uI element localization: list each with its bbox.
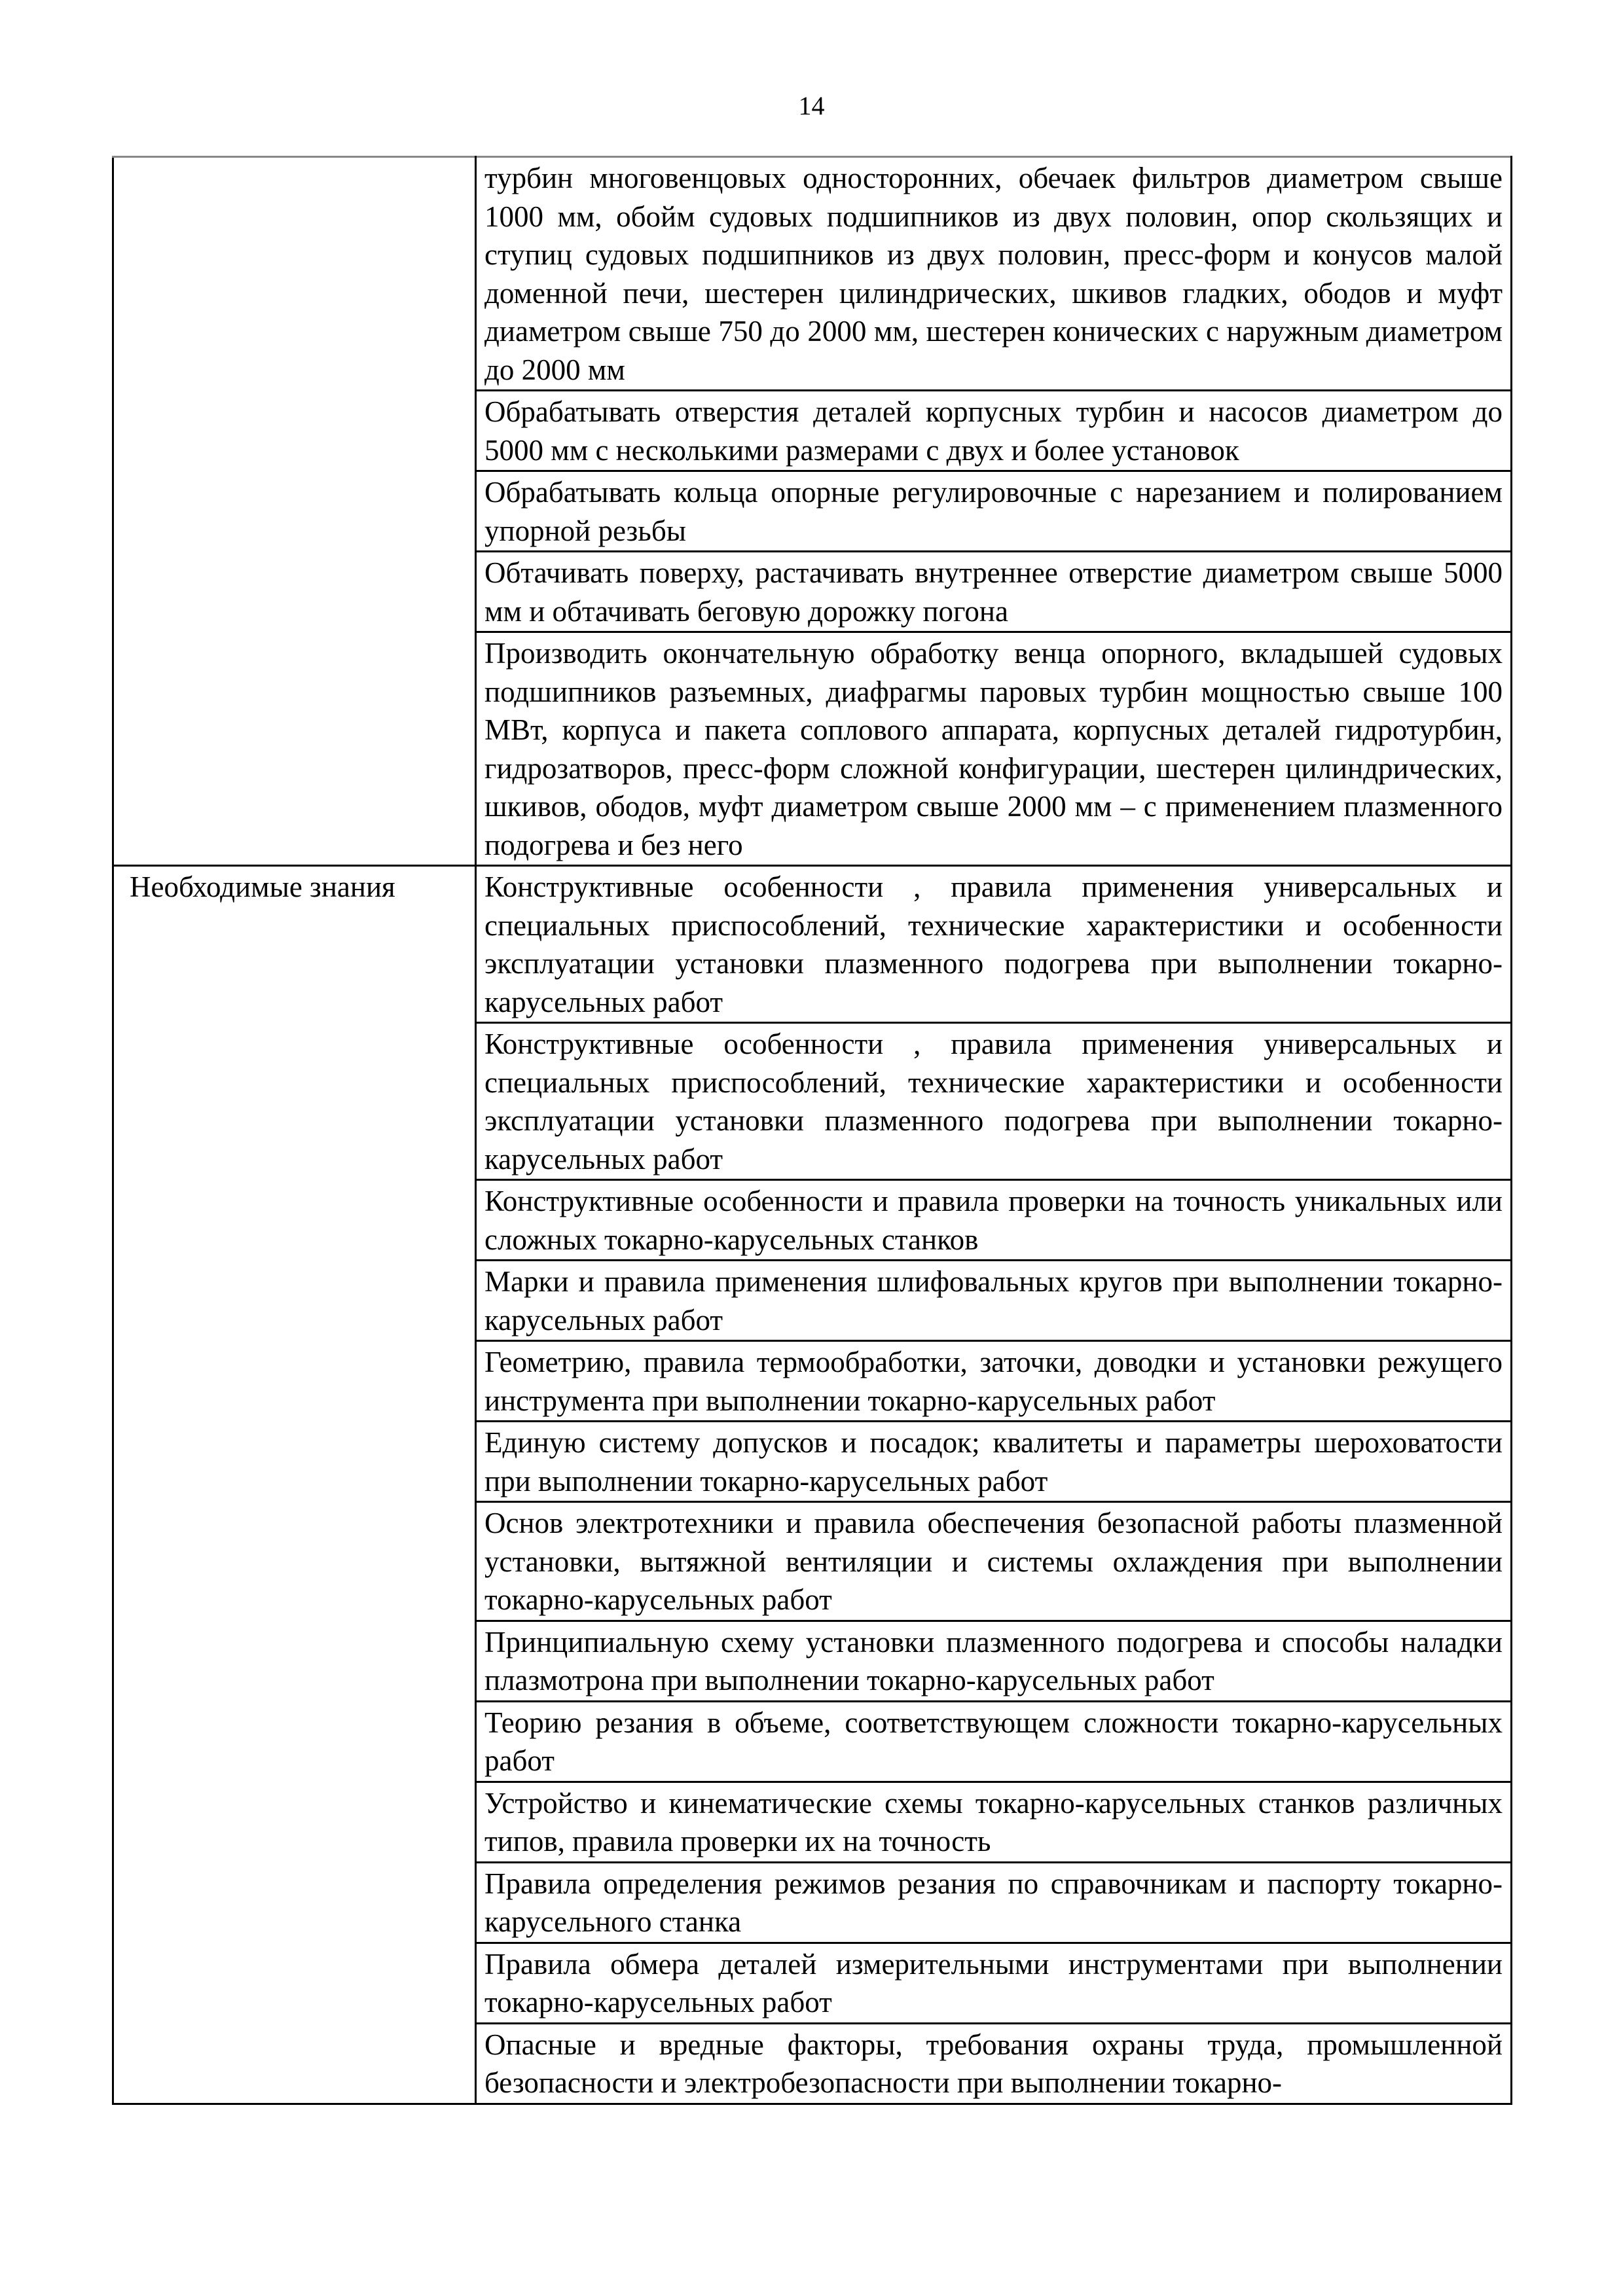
- table-cell-text: турбин многовенцовых односторонних, обечаек фильтров диаметром свыше 1000 мм, обойм судовых подшипников из двух половин, опор скользящих и ступиц судовых подшипников из двух половин, пресс-форм и конусов малой доменной печи, шестерен цилиндрических, шкивов гладких, ободов и муфт диаметром свыше 750 до 2000 мм, шестерен конических с наружным диаметром до 2000 мм: [476, 157, 1512, 391]
- table-row: [113, 157, 1512, 391]
- table-cell-text: Конструктивные особенности , правила применения универсальных и специальных приспособлений, технические характеристики и особенности эксплуатации установки плазменного подогрева при выполнении токарно-карусельных работ: [476, 1023, 1512, 1180]
- page-number: 14: [798, 91, 825, 120]
- knowledge-label-cell: Необходимые знания: [113, 866, 476, 2104]
- table-cell-text: Марки и правила применения шлифовальных кругов при выполнении токарно-карусельных работ: [476, 1261, 1512, 1341]
- table-cell-text: Правила определения режимов резания по справочникам и паспорту токарно-карусельного станка: [476, 1862, 1512, 1943]
- table-cell-text: Конструктивные особенности и правила проверки на точность уникальных или сложных токарно-карусельных станков: [476, 1180, 1512, 1261]
- table-cell-text: Единую систему допусков и посадок; квалитеты и параметры шероховатости при выполнении токарно-карусельных работ: [476, 1422, 1512, 1502]
- table-cell-text: Обтачивать поверху, растачивать внутреннее отверстие диаметром свыше 5000 мм и обтачивать беговую дорожку погона: [476, 552, 1512, 632]
- table-cell-text: Теорию резания в объеме, соответствующем сложности токарно-карусельных работ: [476, 1701, 1512, 1782]
- table-cell-text: Обрабатывать кольца опорные регулировочные с нарезанием и полированием упорной резьбы: [476, 471, 1512, 552]
- table-cell-text: Принципиальную схему установки плазменного подогрева и способы наладки плазмотрона при выполнении токарно-карусельных работ: [476, 1621, 1512, 1701]
- table-row: [113, 866, 1512, 1023]
- table-cell-text: Устройство и кинематические схемы токарно-карусельных станков различных типов, правила проверки их на точность: [476, 1782, 1512, 1862]
- qualification-table: [112, 156, 1512, 2105]
- table-cell-text: Производить окончательную обработку венца опорного, вкладышей судовых подшипников разъемных, диафрагмы паровых турбин мощностью свыше 100 МВт, корпуса и пакета соплового аппарата, корпусных деталей гидротурбин, гидрозатворов, пресс-форм сложной конфигурации, шестерен цилиндрических, шкивов, ободов, муфт диаметром свыше 2000 мм – с применением плазменного подогрева и без него: [476, 632, 1512, 866]
- table-cell-text: Конструктивные особенности , правила применения универсальных и специальных приспособлений, технические характеристики и особенности эксплуатации установки плазменного подогрева при выполнении токарно-карусельных работ: [476, 866, 1512, 1023]
- table-cell-text: Правила обмера деталей измерительными инструментами при выполнении токарно-карусельных работ: [476, 1943, 1512, 2023]
- labor-actions-label-cell-continued: [113, 157, 476, 866]
- table-cell-text: Основ электротехники и правила обеспечения безопасной работы плазменной установки, вытяжной вентиляции и системы охлаждения при выполнении токарно-карусельных работ: [476, 1502, 1512, 1621]
- table-cell-text: Геометрию, правила термообработки, заточки, доводки и установки режущего инструмента при выполнении токарно-карусельных работ: [476, 1341, 1512, 1422]
- table-cell-text: Опасные и вредные факторы, требования охраны труда, промышленной безопасности и электробезопасности при выполнении токарно-: [476, 2023, 1512, 2104]
- table-cell-text: Обрабатывать отверстия деталей корпусных турбин и насосов диаметром до 5000 мм с несколькими размерами с двух и более установок: [476, 391, 1512, 471]
